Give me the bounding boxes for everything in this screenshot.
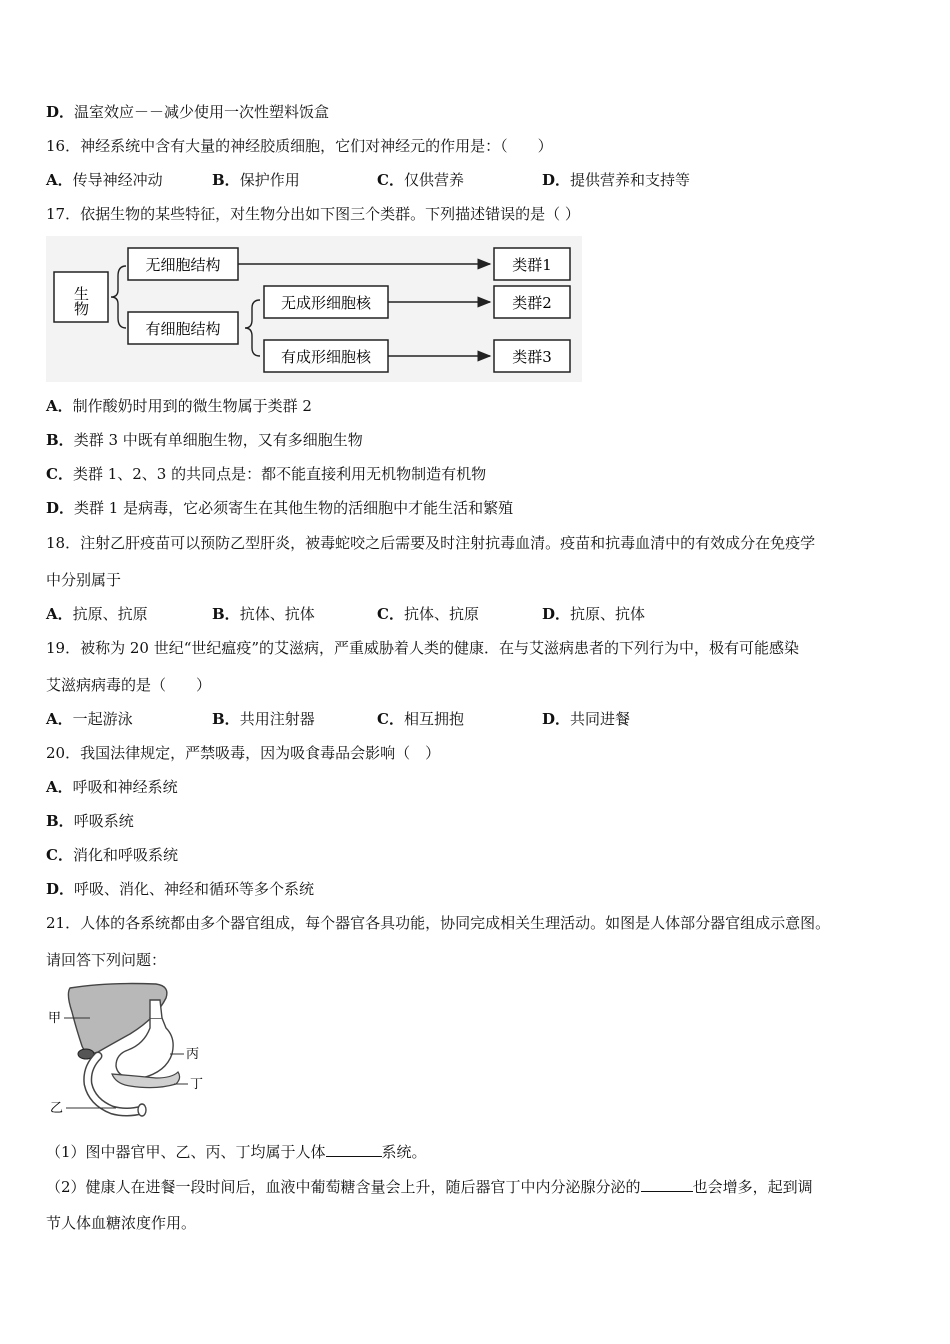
option-letter: B． [212,171,240,189]
option-text: 消化和呼吸系统 [72,846,178,864]
option-letter: A． [46,397,73,415]
intestine-end [138,1104,146,1116]
option-text: 制作酸奶时用到的微生物属于类群 2 [72,397,312,415]
q19-option-a [46,709,212,729]
option-text: 抗体、抗体 [239,605,315,623]
diagram-has-cell-label: 有细胞结构 [145,320,221,338]
q18-stem-line1: 18．注射乙肝疫苗可以预防乙型肝炎，被毒蛇咬之后需要及时注射抗毒血清。疫苗和抗毒血清中的有效成分在免疫学 [46,534,816,552]
diagram-group1-label: 类群1 [512,256,552,274]
option-text: 抗原、抗原 [72,605,148,623]
q18-option-b [212,604,377,624]
q20-option-d [46,879,314,899]
diagram-group3-label: 类群3 [512,348,552,366]
q20-option-c [46,845,178,865]
option-letter: D． [46,103,75,121]
option-text: 类群 1、2、3 的共同点是：都不能直接利用无机物制造有机物 [72,465,487,483]
option-text: 类群 3 中既有单细胞生物，又有多细胞生物 [73,431,363,449]
option-text: 共同进餐 [570,710,631,728]
option-letter: B． [212,605,240,623]
option-letter: A． [46,710,73,728]
q15-option-d [46,102,329,122]
sub2-text-after: 也会增多，起到调 [692,1178,813,1196]
sub1-text-after: 系统。 [381,1143,427,1161]
q17-stem: 17．依据生物的某些特征，对生物分出如下图三个类群。下列描述错误的是（ ） [46,205,580,223]
diagram-has-nucleus-label: 有成形细胞核 [280,348,372,366]
label-ding: 丁 [190,1077,204,1092]
q16-option-c [377,170,542,190]
diagram-group2-label: 类群2 [512,294,552,312]
diagram-no-cell-label: 无细胞结构 [145,256,221,274]
q20-stem: 20．我国法律规定，严禁吸毒，因为吸食毒品会影响（ ） [46,744,441,762]
q18-option-c [377,604,542,624]
option-letter: D． [542,171,571,189]
option-text: 提供营养和支持等 [570,171,691,189]
q16-options [46,170,690,190]
option-letter: C． [46,846,73,864]
option-text: 共用注射器 [239,710,315,728]
option-text: 保护作用 [239,171,300,189]
q18-option-a [46,604,212,624]
option-letter: C． [377,171,404,189]
q16-option-a [46,170,212,190]
option-text: 一起游泳 [72,710,133,728]
q17-option-b [46,430,363,450]
option-text: 呼吸系统 [73,812,134,830]
q19-option-d [542,709,630,729]
option-letter: D． [46,499,75,517]
option-text: 仅供营养 [403,171,464,189]
sub1-text-before: （1）图中器官甲、乙、丙、丁均属于人体 [46,1143,326,1161]
option-letter: A． [46,171,73,189]
q17-option-c [46,464,486,484]
esophagus-shape [150,1000,162,1018]
q19-option-b [212,709,377,729]
classification-diagram [46,236,582,382]
option-text: 类群 1 是病毒，它必须寄生在其他生物的活细胞中才能生活和繁殖 [74,499,514,517]
label-jia: 甲 [48,1011,62,1026]
q21-stem-line2: 请回答下列问题： [46,951,167,969]
diagram-root-label: 生物 [72,286,90,316]
organ-diagram [46,980,216,1120]
option-text: 相互拥抱 [403,710,464,728]
option-letter: C． [377,605,404,623]
q17-option-a [46,396,312,416]
sub2-text-before: （2）健康人在进餐一段时间后，血液中葡萄糖含量会上升，随后器官丁中内分泌腺分泌的 [46,1178,641,1196]
q20-option-a [46,777,178,797]
option-letter: D． [542,710,571,728]
option-letter: A． [46,778,73,796]
q18-stem-line2: 中分别属于 [46,571,122,589]
q18-option-d [542,604,645,624]
option-letter: B． [212,710,240,728]
q18-options [46,604,645,624]
answer-blank-1[interactable] [326,1142,382,1157]
option-letter: A． [46,605,73,623]
q19-stem-line2: 艾滋病病毒的是（ ） [46,676,212,694]
label-bing: 丙 [186,1047,200,1062]
option-text: 温室效应－－减少使用一次性塑料饭盒 [74,103,330,121]
q21-sub1 [46,1142,427,1162]
q21-sub2 [46,1177,813,1197]
q19-options [46,709,630,729]
option-text: 呼吸和神经系统 [72,778,178,796]
option-letter: B． [46,431,74,449]
option-letter: D． [542,605,571,623]
q16-option-b [212,170,377,190]
q21-sub2-line2: 节人体血糖浓度作用。 [46,1214,197,1232]
q17-option-d [46,498,513,518]
q19-option-c [377,709,542,729]
option-letter: B． [46,812,74,830]
q20-option-b [46,811,134,831]
option-text: 呼吸、消化、神经和循环等多个系统 [74,880,315,898]
q21-stem-line1: 21．人体的各系统都由多个器官组成，每个器官各具功能，协同完成相关生理活动。如图是人体部分器官组成示意图。 [46,914,831,932]
option-text: 抗原、抗体 [570,605,646,623]
option-letter: C． [46,465,73,483]
option-letter: C． [377,710,404,728]
label-yi: 乙 [50,1101,64,1116]
option-text: 抗体、抗原 [403,605,479,623]
diagram-no-nucleus-label: 无成形细胞核 [280,294,372,312]
q16-option-d [542,170,690,190]
option-letter: D． [46,880,75,898]
answer-blank-2[interactable] [641,1177,693,1192]
q16-stem: 16．神经系统中含有大量的神经胶质细胞，它们对神经元的作用是：（ ） [46,137,553,155]
q19-stem-line1: 19．被称为 20 世纪“世纪瘟疫”的艾滋病，严重威胁着人类的健康．在与艾滋病患者的下列行为中，极有可能感染 [46,639,800,657]
option-text: 传导神经冲动 [72,171,163,189]
